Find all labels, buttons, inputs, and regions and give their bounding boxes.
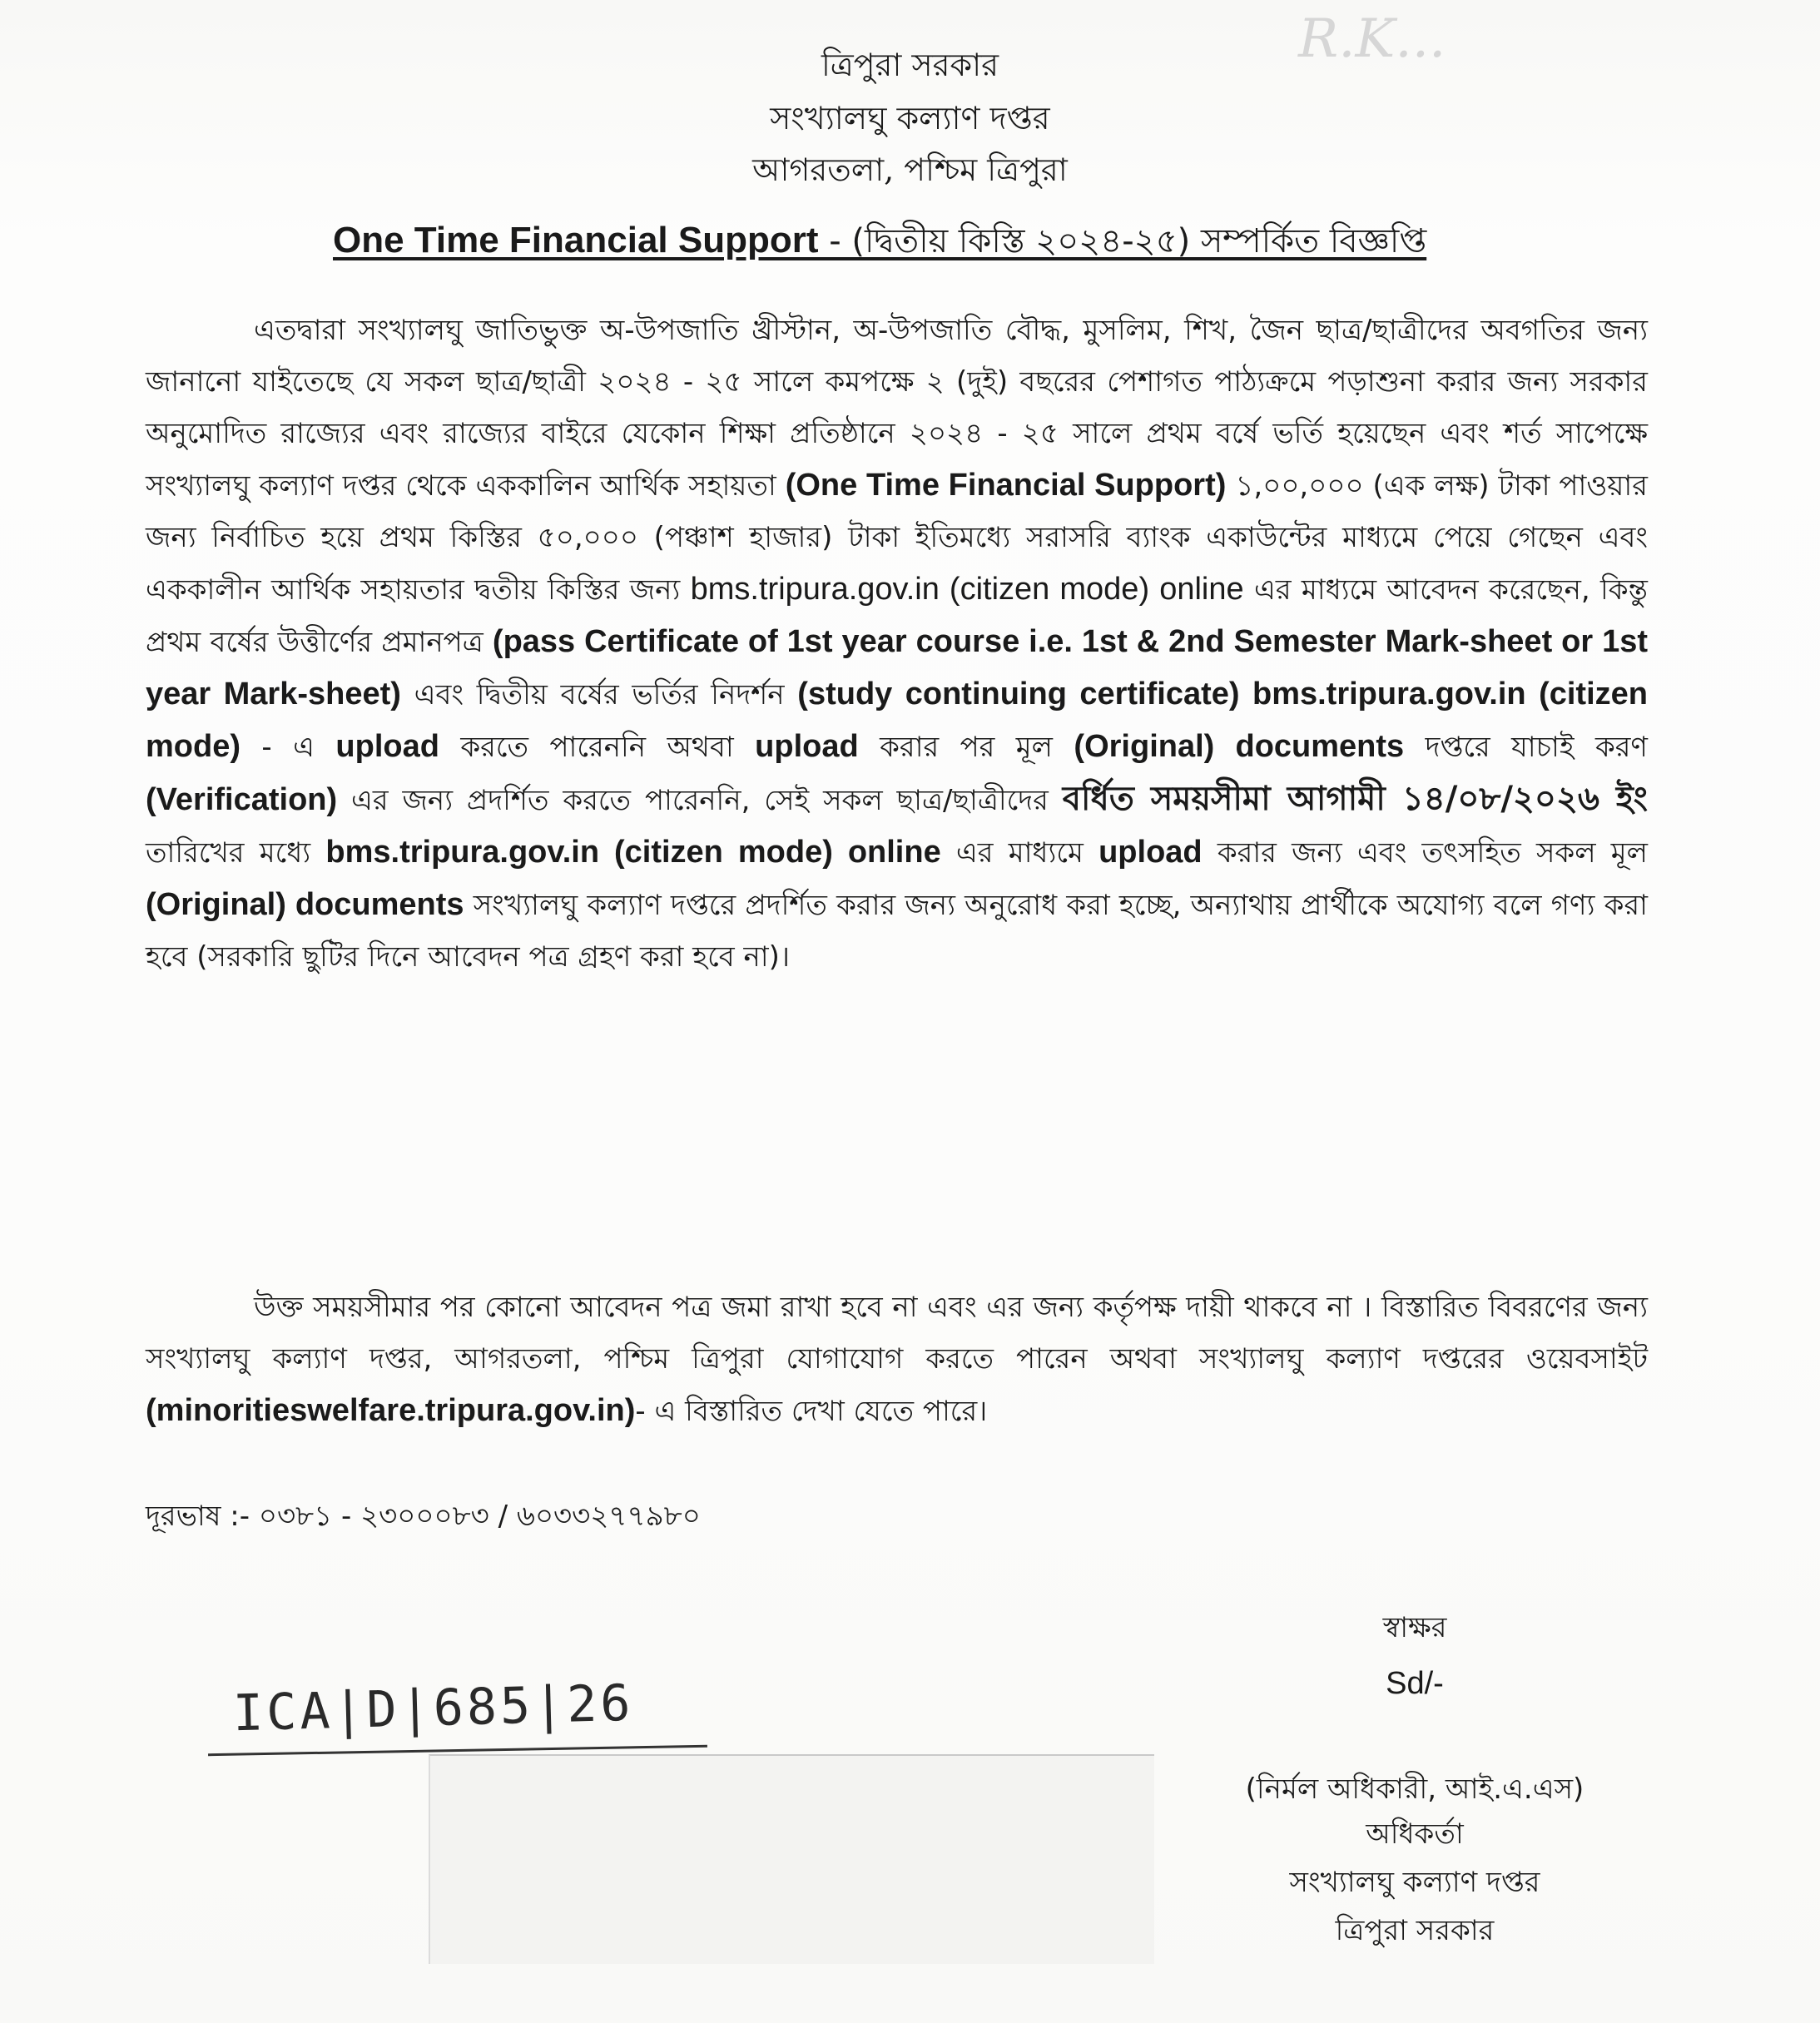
signatory-government: ত্রিপুরা সরকার	[1335, 1914, 1495, 1947]
para1-text: দপ্তরে যাচাই করণ	[1404, 731, 1648, 764]
upload-text: upload	[1098, 835, 1203, 870]
para1-text: এতদ্বারা সংখ্যালঘু জাতিভুক্ত অ-উপজাতি খ্রীস্টান, অ-উপজাতি বৌদ্ধ, মুসলিম, শিখ, জৈন ছাত্র/ছাত্রীদের অবগতির জন্য জানানো যাইতেছে যে সকল ছাত্র/ছাত্রী ২০২৪ - ২৫ সালে কমপক্ষে ২ (দুই) বছরের পেশাগত পাঠ্যক্রমে পড়াশুনা করার জন্য সরকার অনুমোদিত রাজ্যের এবং রাজ্যের বাইরে যেকোন শিক্ষা প্রতিষ্ঠানে ২০২৪ - ২৫ সালে প্রথম বর্ষে ভর্তি হয়েছেন এবং শর্ত সাপেক্ষে সংখ্যালঘু কল্যাণ দপ্তর থেকে এককালিন আর্থিক সহায়তা	[146, 314, 1648, 503]
para1-text: করার জন্য এবং তৎসহিত সকল মূল	[1202, 836, 1648, 870]
notice-paragraph-1	[146, 305, 1648, 983]
faint-handwriting-watermark: R.K...	[1298, 8, 1446, 70]
portal-link: bms.tripura.gov.in (citizen mode) online	[325, 835, 941, 870]
title-english: One Time Financial Support	[333, 220, 819, 260]
para1-text: ১,০০,০০০ (এক লক্ষ) টাকা পাওয়ার জন্য নির্বাচিত হয়ে প্রথম কিস্তির ৫০,০০০ (পঞ্চাশ হাজার) টাকা ইতিমধ্যে সরাসরি ব্যাংক একাউন্টের মাধ্যমে পেয়ে গেছেন এবং এককালীন আর্থিক সহায়তার দ্বতীয় কিস্তির জন্য	[146, 469, 1648, 607]
notice-title	[333, 215, 1481, 273]
pass-certificate-text: (pass Certificate of 1st year course i.e. 1st & 2nd Semester Mark-sheet or 1st year Mark-sheet)	[146, 624, 1648, 712]
study-certificate-text: (study continuing certificate) bms.tripura.gov.in (citizen mode)	[146, 677, 1648, 764]
para1-text: তারিখের মধ্যে	[146, 836, 326, 870]
signatory-designation: অধিকর্তা	[1366, 1817, 1464, 1851]
handwritten-reference-number: ICA|D|685|26	[232, 1673, 635, 1743]
para1-text: এর মাধ্যমে আবেদন করেছেন, কিন্তু প্রথম বর্ষের উত্তীর্ণের প্রমানপত্র	[146, 573, 1648, 659]
signatory-name: (নির্মল অধিকারী, আই.এ.এস)	[1245, 1773, 1584, 1806]
original-documents-text: (Original) documents	[1074, 729, 1405, 764]
verification-text: (Verification)	[146, 782, 338, 817]
header-location: আগরতলা, পশ্চিম ত্রিপুরা	[752, 151, 1068, 188]
para1-text: করতে পারেননি অথবা	[439, 731, 756, 764]
signatory-department: সংখ্যালঘু কল্যাণ দপ্তর	[1289, 1866, 1540, 1899]
department-website: (minoritieswelfare.tripura.gov.in)	[146, 1393, 636, 1428]
extended-deadline: বর্ধিত সময়সীমা আগামী ১৪/০৮/২০২৬ ইং	[1062, 780, 1648, 818]
signature-label: স্বাক্ষর	[1382, 1611, 1447, 1644]
title-bengali: - (দ্বিতীয় কিস্তি ২০২৪-২৫) সম্পর্কিত বিজ্ঞপ্তি	[818, 222, 1427, 260]
para1-text: করার পর মূল	[858, 731, 1074, 764]
para1-text: সংখ্যালঘু কল্যাণ দপ্তরে প্রদর্শিত করার জন্য অনুরোধ করা হচ্ছে, অন্যাথায় প্রার্থীকে অযোগ্য বলে গণ্য করা হবে (সরকারি ছুটির দিনে আবেদন পত্র গ্রহণ করা হবে না)।	[146, 889, 1649, 974]
para1-scheme-name: (One Time Financial Support)	[785, 468, 1227, 503]
header-department: সংখ্যালঘু কল্যাণ দপ্তর	[770, 100, 1050, 136]
header-government: ত্রিপুরা সরকার	[821, 47, 999, 83]
para1-text: এর জন্য প্রদর্শিত করতে পারেননি, সেই সকল ছাত্র/ছাত্রীদের	[337, 784, 1063, 817]
signature-sd: Sd/-	[1386, 1666, 1444, 1701]
para2-text: উক্ত সময়সীমার পর কোনো আবেদন পত্র জমা রাখা হবে না এবং এর জন্য কর্তৃপক্ষ দায়ী থাকবে না । বিস্তারিত বিবরণের জন্য সংখ্যালঘু কল্যাণ দপ্তর, আগরতলা, পশ্চিম ত্রিপুরা যোগাযোগ করতে পারেন অথবা সংখ্যালঘু কল্যাণ দপ্তরের ওয়েবসাইট	[146, 1291, 1648, 1376]
faded-stamp-area	[429, 1754, 1154, 1964]
upload-text: upload	[335, 729, 439, 764]
para1-text: এবং দ্বিতীয় বর্ষের ভর্তির নিদর্শন	[400, 678, 798, 712]
portal-link: bms.tripura.gov.in (citizen mode) online	[690, 572, 1244, 607]
original-documents-text: (Original) documents	[146, 887, 464, 922]
para1-text: এর মাধ্যমে	[940, 836, 1099, 870]
phone-numbers: দূরভাষ :- ০৩৮১ - ২৩০০০৮৩ / ৬০৩৩২৭৭৯৮০	[146, 1500, 701, 1533]
para1-text: - এ	[241, 731, 336, 764]
upload-text: upload	[755, 729, 859, 764]
notice-paragraph-2	[146, 1282, 1648, 1437]
para2-text: - এ বিস্তারিত দেখা যেতে পারে।	[635, 1395, 988, 1428]
